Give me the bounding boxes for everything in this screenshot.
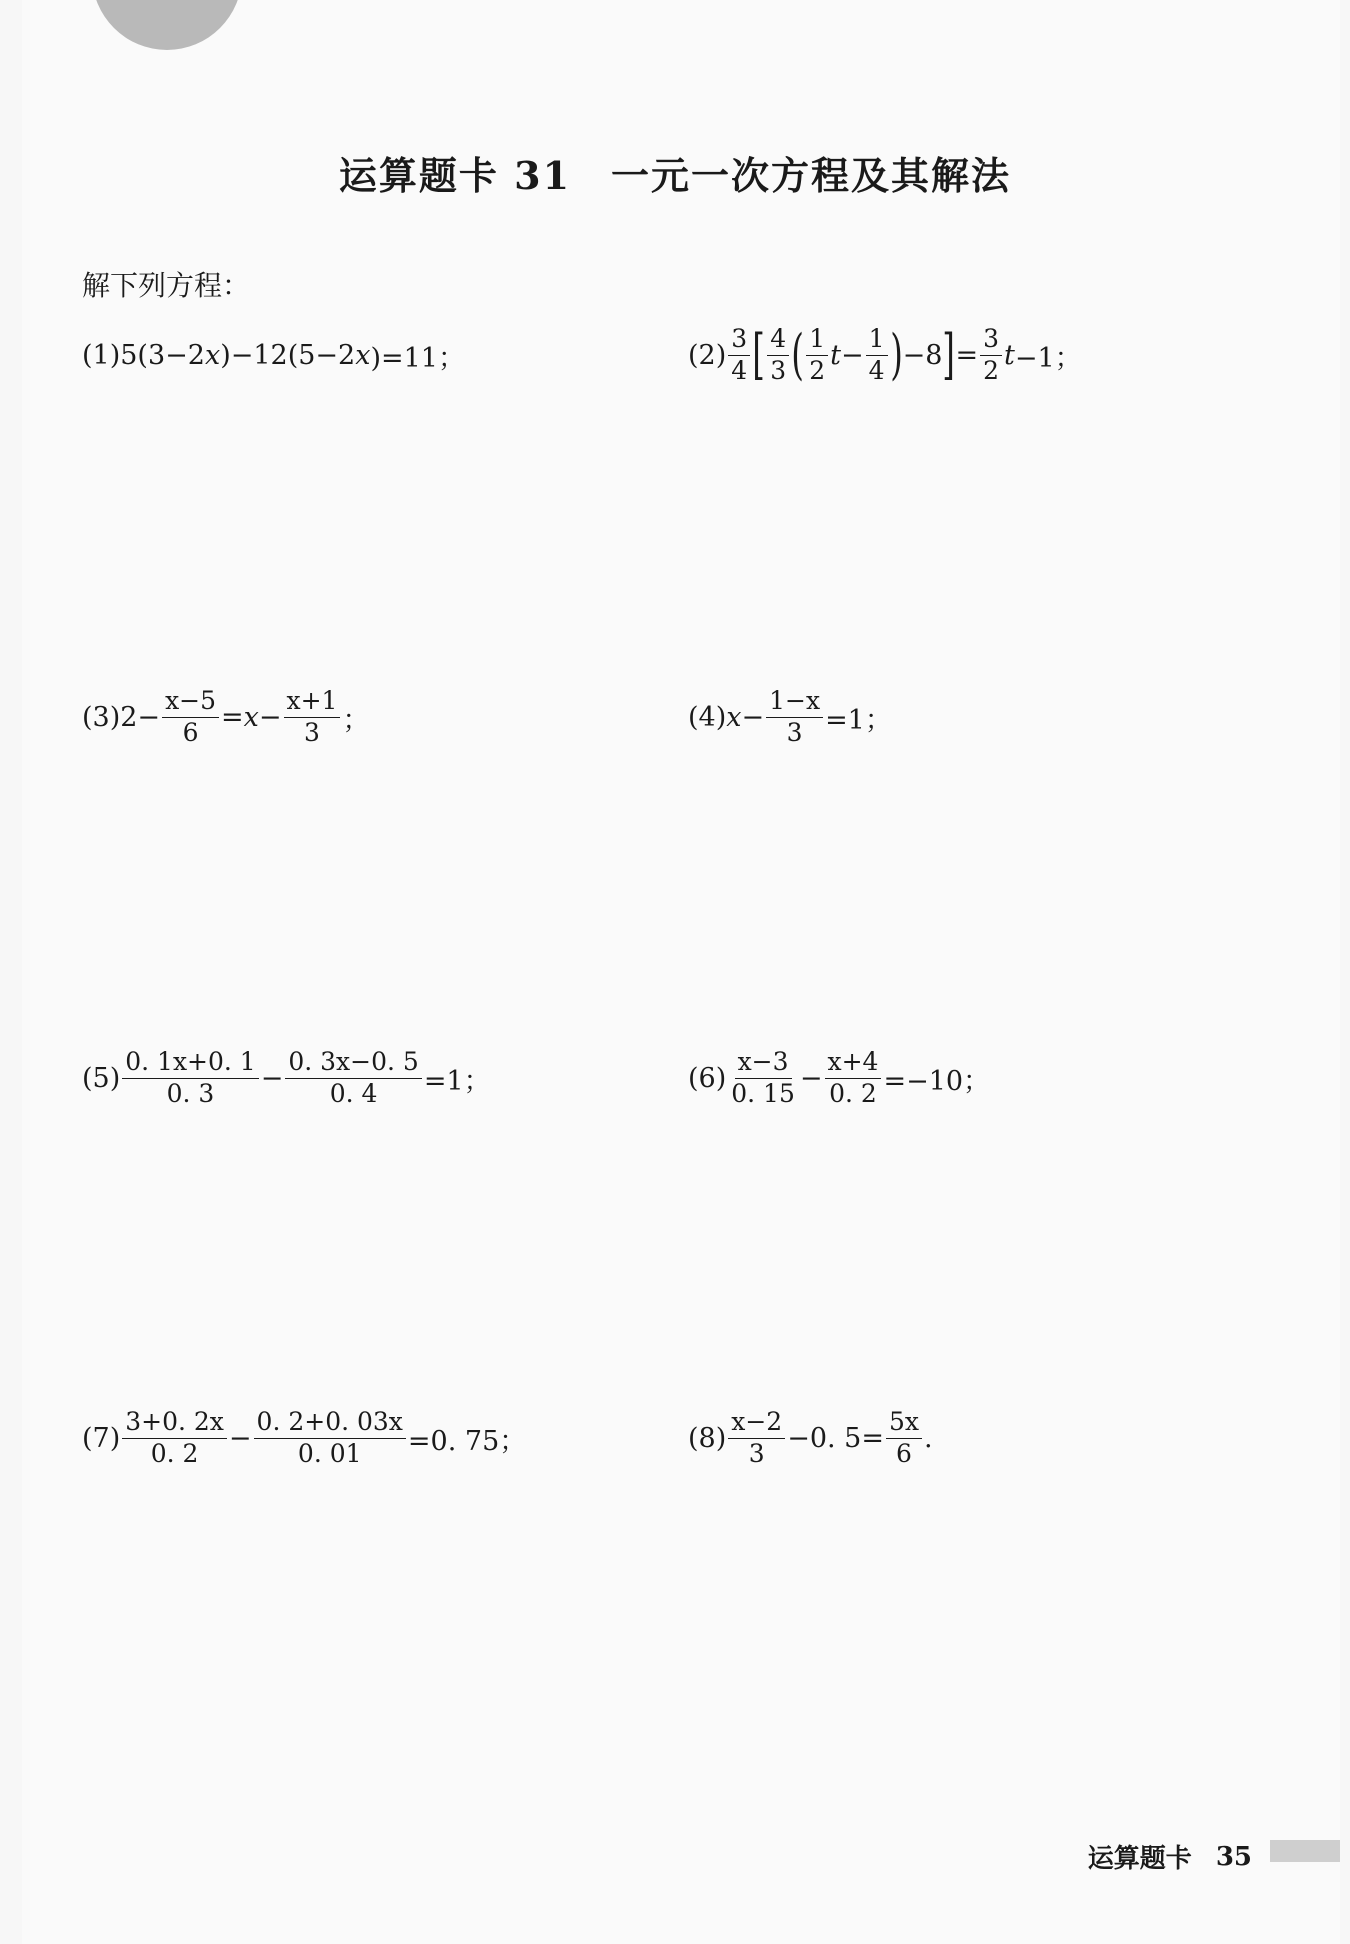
fraction <box>980 326 1002 384</box>
numerator: 5x <box>886 1409 922 1438</box>
variable: x <box>726 701 742 733</box>
variable: t <box>830 339 841 371</box>
problem-2 <box>688 320 1082 390</box>
denominator: 2 <box>809 355 826 385</box>
problem-3 <box>82 682 369 752</box>
expr-part: =0. 75； <box>407 1425 527 1457</box>
page-number: 35 <box>1215 1841 1252 1872</box>
footer-bar <box>1270 1840 1340 1862</box>
right-paren: ) <box>889 323 903 386</box>
fraction <box>886 1409 922 1467</box>
problem-label: (5) <box>82 1062 121 1094</box>
title-subtitle: 一元一次方程及其解法 <box>611 153 1012 198</box>
right-bracket: ] <box>942 323 956 386</box>
numerator: 1 <box>806 326 828 355</box>
page-footer <box>1088 1838 1252 1875</box>
expr-part: −0. 5= <box>787 1422 884 1454</box>
problem-label: (1) <box>82 339 121 371</box>
expr-part: − <box>840 339 864 371</box>
expr-part: − <box>228 1422 252 1454</box>
fraction <box>122 1049 258 1107</box>
numerator: 3 <box>728 326 750 355</box>
denominator: 0. 4 <box>329 1078 378 1108</box>
expr-part: = <box>221 701 244 733</box>
expr-part: =−10； <box>883 1065 991 1097</box>
problem-7 <box>82 1403 526 1473</box>
denominator: 3 <box>748 1438 765 1468</box>
expr-part: )=11； <box>370 342 465 374</box>
expr-part: . <box>924 1422 933 1454</box>
denominator: 6 <box>182 717 199 747</box>
expr-part: − <box>799 1062 823 1094</box>
numerator: x−3 <box>735 1049 792 1078</box>
footer-label: 运算题卡 <box>1087 1844 1192 1874</box>
problem-label: (7) <box>82 1422 121 1454</box>
fraction <box>866 326 888 384</box>
variable: t <box>1004 339 1015 371</box>
expr-part: 2− <box>120 701 161 733</box>
variable: x <box>355 339 371 371</box>
fraction <box>806 326 828 384</box>
numerator: 0. 1x+0. 1 <box>122 1049 258 1078</box>
fraction <box>162 688 219 746</box>
fraction <box>284 688 341 746</box>
fraction <box>254 1409 406 1467</box>
left-bracket: [ <box>752 323 766 386</box>
problem-label: (4) <box>688 701 727 733</box>
problem-6 <box>688 1043 990 1113</box>
numerator: 3+0. 2x <box>122 1409 227 1438</box>
page-title <box>0 145 1350 200</box>
expr-part: =1； <box>423 1065 491 1097</box>
problem-4 <box>688 682 892 752</box>
expr-part: ； <box>342 704 370 736</box>
problem-label: (3) <box>82 701 121 733</box>
instruction-text: 解下列方程： <box>82 269 251 302</box>
problem-1 <box>82 320 465 390</box>
numerator: x+4 <box>825 1049 882 1078</box>
fraction <box>122 1409 227 1467</box>
problem-label: (6) <box>688 1062 727 1094</box>
numerator: x+1 <box>284 688 341 717</box>
denominator: 3 <box>304 717 320 747</box>
denominator: 3 <box>786 717 803 747</box>
numerator: x−2 <box>728 1409 785 1438</box>
numerator: 4 <box>767 326 789 355</box>
denominator: 6 <box>896 1438 912 1468</box>
problem-label: (8) <box>688 1422 727 1454</box>
denominator: 4 <box>868 355 885 385</box>
denominator: 0. 01 <box>297 1438 362 1468</box>
expr-part: − <box>260 1062 284 1094</box>
denominator: 0. 2 <box>829 1078 877 1108</box>
denominator: 0. 15 <box>731 1078 795 1108</box>
fraction <box>728 1409 785 1467</box>
expr-part: − <box>741 701 765 733</box>
expr-part: −8 <box>902 339 943 371</box>
numerator: 0. 2+0. 03x <box>254 1409 406 1438</box>
expr-part: − <box>258 701 282 733</box>
expr-part: 5(3−2 <box>120 339 205 371</box>
numerator: x−5 <box>162 688 219 717</box>
fraction <box>728 326 750 384</box>
fraction <box>728 1049 798 1107</box>
denominator: 0. 2 <box>150 1438 199 1468</box>
expr-part: = <box>955 339 979 371</box>
problem-5 <box>82 1043 491 1113</box>
expr-part: )−12(5−2 <box>220 339 356 371</box>
problem-8 <box>688 1403 933 1473</box>
fraction <box>285 1049 421 1107</box>
problem-label: (2) <box>688 339 727 371</box>
denominator: 3 <box>770 355 787 385</box>
numerator: 1 <box>866 326 888 355</box>
title-label: 运算题卡 31 <box>338 153 572 198</box>
fraction <box>766 688 823 746</box>
numerator: 0. 3x−0. 5 <box>285 1049 421 1078</box>
denominator: 4 <box>731 355 748 385</box>
fraction <box>767 326 789 384</box>
denominator: 0. 3 <box>166 1078 215 1108</box>
numerator: 3 <box>980 326 1002 355</box>
fraction <box>825 1049 882 1107</box>
numerator: 1−x <box>766 688 823 717</box>
expr-part: −1； <box>1014 342 1082 374</box>
expr-part: =1； <box>825 704 892 736</box>
left-paren: ( <box>791 323 805 386</box>
denominator: 2 <box>983 355 1000 385</box>
variable: x <box>204 339 221 371</box>
variable: x <box>243 701 259 733</box>
